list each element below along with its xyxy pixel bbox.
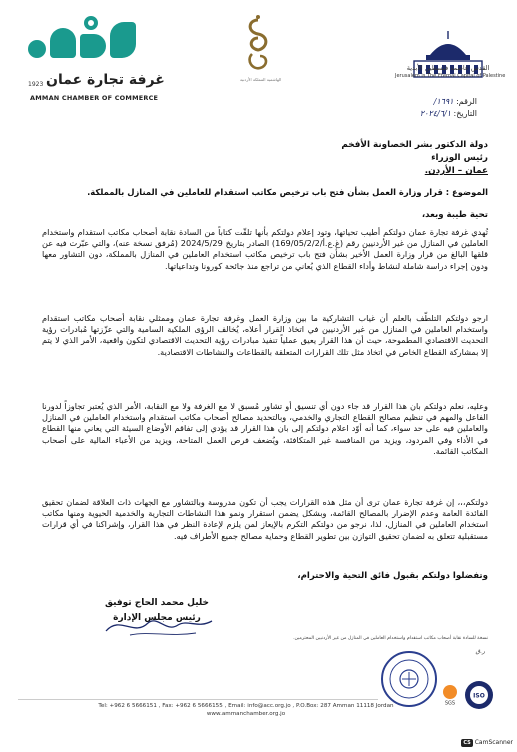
letter-closing: وتفضلوا دولتكم بقبول فائق التحية والاحترام،: [297, 571, 488, 581]
body-paragraph-2: ارجو دولتكم التلطّف بالعلم أن غياب التشاركية ما بين وزارة العمل وغرفة تجارة عمان وممثلي نقابة أصحاب مكاتب استقدام واستخدام العاملين في المنازل من غير الأردنيين في اتخاذ القرار أعلاه، يُخالف الرؤى الملكية السامية والتي عزّزتها مُبادرات رؤية التحديث الاقتصادي المطموحة، حيث أن هذا القرار يعيق عملياً تنفيذ مبادرات رؤية التحديث الاقتصادي لتكون واقعية، الأمر الذي لا يتم إلا بمشاركة القطاع الخاص في اتخاذ مثل تلك القرارات المتعلقة بالقطاعات والنشاطات الاقتصادية.: [42, 313, 488, 357]
body-paragraph-4: دولتكم،،، إن غرفة تجارة عمان ترى أن مثل هذه القرارات يجب أن تكون مدروسة وبالتشاور مع الجهات ذات العلاقة لضمان تحقيق الفائدة العامة وعدم الإضرار بالمصالح القائمة، وبشكل يضمن استقرار ونمو هذا النشاطات التجارية والخدمية الحيوية ومنها مكاتب استخدام العاملين في المنازل، لذا، نرجو من دولتكم التكرم بالإيعاز لمن يلزم لإعادة النظر في هذا القرار، وإشراكنا في أي قرارات مستقبلية تتعلق به لضمان تحقيق التوازن بين تطوير القطاع وحماية مصالح جميع الأطراف فيه.: [42, 497, 488, 541]
letterhead-footer: [96, 702, 396, 718]
acc-logo-mark-icon: [28, 14, 140, 64]
addressee-location: عمان – الأردن.: [424, 166, 488, 176]
footer-contact: Tel: +962 6 5666151 , Fax: +962 6 5666155 , Email: info@acc.org.jo , P.O.Box: 287 Amman 11118 Jordan: [98, 703, 394, 709]
amman-chamber-logo: [10, 8, 170, 118]
quds-logo-text-ar: القدس عاصمة فلسطين الأبدية: [406, 64, 490, 72]
letter-reference: [420, 96, 477, 120]
centenary-emblem-icon: [238, 14, 282, 82]
official-stamp-icon: [380, 650, 438, 708]
signatory-name: خليل محمد الحاج توفيق: [104, 598, 210, 608]
footer-website: www.ammanchamber.org.jo: [206, 711, 286, 717]
reference-date-value: ٢٠٢٤/٦/١: [419, 109, 451, 118]
iso-certification-icon: [464, 680, 494, 710]
camscanner-label: CamScanner: [474, 739, 513, 746]
quds-logo-text-en: Jerusalem is The Eternal Capital of Palestine: [395, 73, 506, 79]
carbon-copy-note: نسخة للسادة نقابة أصحاب مكاتب استقدام واستخدام العاملين في المنازل من غير الأردنيين المحترمين.: [293, 636, 488, 641]
sgs-certification-icon: [440, 684, 460, 706]
acc-logo-name-ar: غرفة تجارة عمان: [46, 72, 165, 88]
svg-text:ISO: ISO: [473, 692, 485, 700]
addressee-name: دولة الدكتور بشر الخصاونة الأفخم: [341, 140, 488, 150]
reference-number-row: [420, 96, 477, 108]
acc-logo-year: 1923: [28, 81, 44, 88]
addressee-title: رئيس الوزراء: [431, 153, 488, 163]
centenary-emblem-caption: الهاشمية المملكة الأردنية: [240, 77, 282, 82]
body-paragraph-3: وعليه، نعلم دولتكم بان هذا القرار قد جاء دون أي تنسيق أو تشاور مُسبق لا مع الغرفة ولا مع النقابة، الأمر الذي يُعتبر تجاوزاً لدورنا الفاعل والمهم في تنظيم مصالح القطاع التجاري والخدمي، وبالتحديد مصالح أصحاب مكاتب استقدام واستخدام العاملين في المنازل والعاملين فيه على حد سواء، كما أنه أوّد اعلام دولتكم إلى بان هذا القرار قد يؤدي إلى تفاقم الأوضاع السيئة التي يعاني منها القطاع في الأداء وفي المردود، ويزيد من المنافسة غير المتكافئة، ويُضعف فرص العمل المتاحة، ويزيد من الأعباء المالية على أصحاب المكاتب القائمة.: [42, 401, 488, 456]
svg-text:SGS: SGS: [444, 700, 456, 706]
reference-date-label: التاريخ:: [453, 109, 477, 118]
letter-greeting: تحية طيبة وبعد،: [421, 210, 488, 220]
acc-logo-name-en: AMMAN CHAMBER OF COMMERCE: [30, 94, 159, 102]
reference-number-label: الرقم:: [456, 97, 477, 106]
letter-subject: الموضوع : قرار وزارة العمل بشأن فتح باب ترخيص مكاتب استقدام للعاملين في المنازل بالمملكة.: [87, 187, 488, 197]
addressee-block: [341, 139, 488, 178]
carbon-copy-initials: ر.ق: [475, 648, 485, 655]
reference-date-row: [420, 108, 477, 120]
dome-of-the-rock-icon: [400, 20, 496, 90]
camscanner-watermark: [461, 737, 513, 748]
signatory-title: رئيس مجلس الإدارة: [113, 613, 201, 623]
reference-number-value: ١٦٩١/: [433, 97, 454, 106]
camscanner-logo-icon: CS: [463, 739, 471, 746]
footer-divider: [18, 699, 378, 700]
body-paragraph-1: تُهدي غرفة تجارة عمان دولتكم أطيب تحياتها، وتود إعلام دولتكم بأنها تلقّت كتاباً من السادة نقابة أصحاب مكاتب استقدام واستخدام العاملين في المنازل من غير الأردنيين رقم (غ.ع.أ/169/05/2/2) الصادر بتاريخ 2024/5/29 (مُرفق نسخة عنه)، والتي عبّرت فيه عن قلقها البالغ من قرار وزارة العمل الأخير بشأن فتح باب ترخيص مكاتب استخدام العاملين في المنازل بالمملكة، دون التشاور معها ودون إجراء دراسة شاملة لنشاط وأداء القطاع الذي يُعاني من تراجع منذ جائحة كورونا وتداعياتها.: [42, 227, 488, 271]
